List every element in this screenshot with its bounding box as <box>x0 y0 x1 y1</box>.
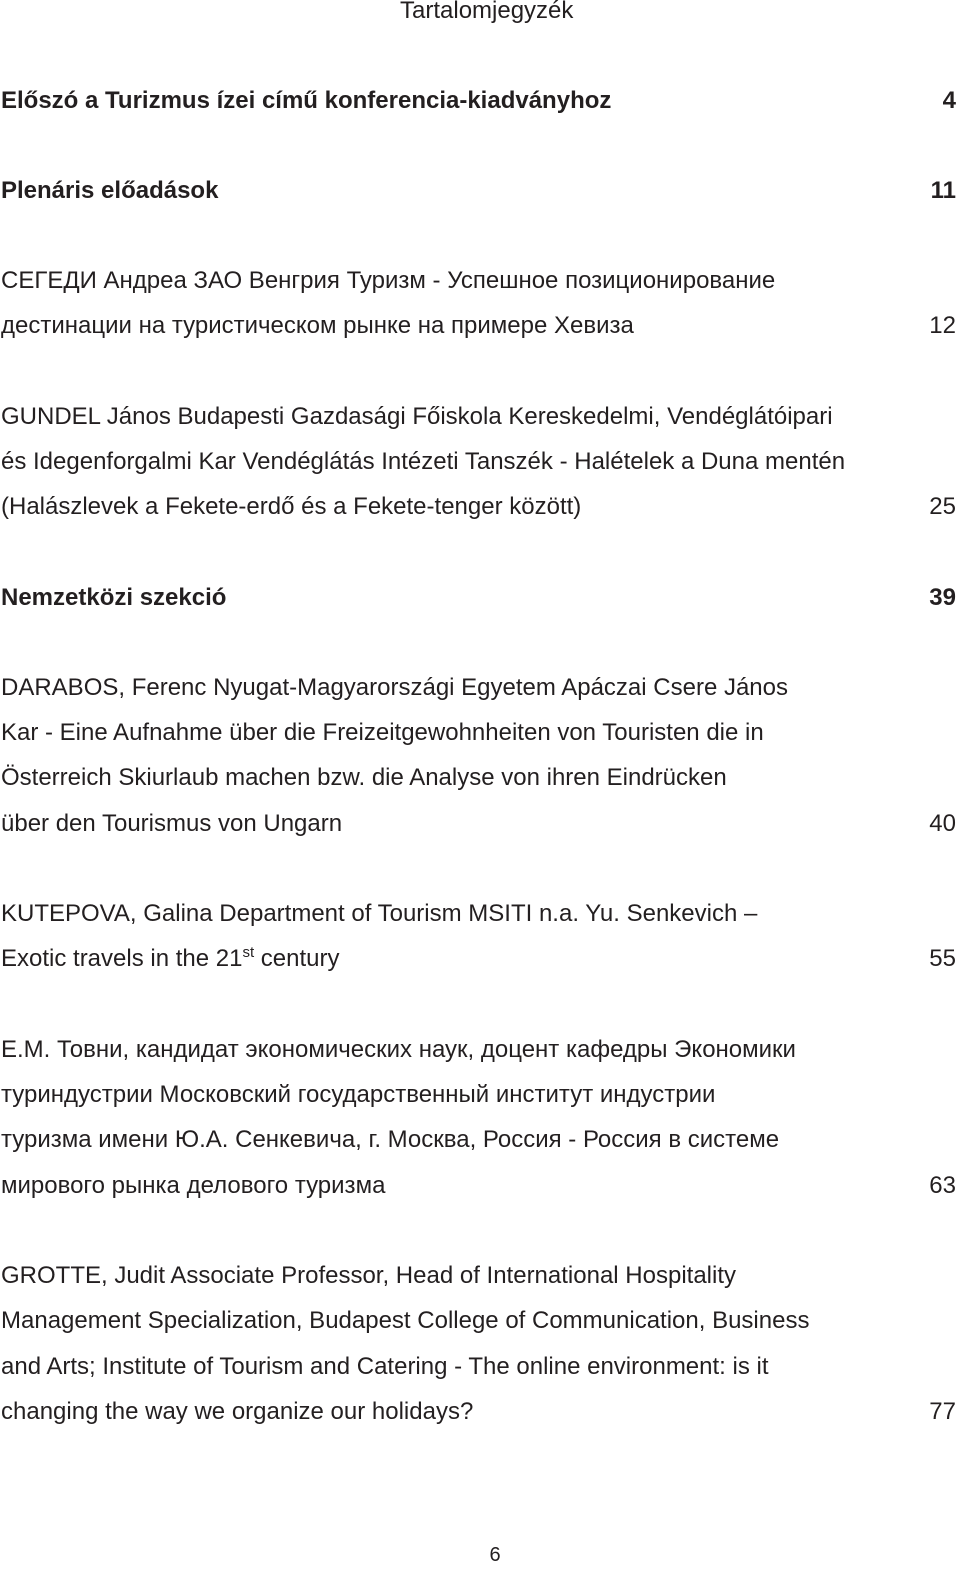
toc-entry-grotte-line-1: GROTTE, Judit Associate Professor, Head of International Hospitality <box>1 1262 736 1289</box>
toc-entry-grotte-line-4: changing the way we organize our holidays? <box>1 1398 474 1425</box>
toc-entry-international-title: Nemzetközi szekció <box>1 584 227 611</box>
toc-entry-kutepova-line-2 <box>1 944 340 974</box>
toc-entry-gundel-page: 25 <box>929 493 956 520</box>
toc-entry-kutepova-line-1: KUTEPOVA, Galina Department of Tourism MSITI n.a. Yu. Senkevich – <box>1 900 758 927</box>
toc-entry-tovni-page: 63 <box>929 1172 956 1199</box>
toc-entry-darabos-line-4: über den Tourismus von Ungarn <box>1 810 343 837</box>
toc-entry-szegedi-line-1: СЕГЕДИ Андреа ЗАО Венгрия Туризм - Успешное позиционирование <box>1 267 776 294</box>
toc-entry-darabos-line-1: DARABOS, Ferenc Nyugat-Magyarországi Egyetem Apáczai Csere János <box>1 674 788 701</box>
toc-entry-kutepova-page: 55 <box>929 945 956 972</box>
toc-entry-gundel-line-1: GUNDEL János Budapesti Gazdasági Főiskola Kereskedelmi, Vendéglátóipari <box>1 403 833 430</box>
toc-entry-szegedi-line-2: дестинации на туристическом рынке на примере Хевиза <box>1 312 634 339</box>
toc-entry-grotte-page: 77 <box>929 1398 956 1425</box>
toc-entry-plenary-page: 11 <box>930 177 956 204</box>
footer-page-number: 6 <box>489 1544 501 1566</box>
toc-entry-darabos-line-2: Kar - Eine Aufnahme über die Freizeitgewohnheiten von Touristen die in <box>1 719 764 746</box>
toc-entry-darabos-line-3: Österreich Skiurlaub machen bzw. die Analyse von ihren Eindrücken <box>1 764 727 791</box>
toc-entry-preface-title: Előszó a Turizmus ízei című konferencia-kiadványhoz <box>1 87 612 114</box>
toc-entry-kutepova-line-2-end: century <box>254 945 340 972</box>
toc-entry-grotte-line-3: and Arts; Institute of Tourism and Catering - The online environment: is it <box>1 1353 769 1380</box>
toc-entry-gundel-line-2: és Idegenforgalmi Kar Vendéglátás Intézeti Tanszék - Halételek a Duna mentén <box>1 448 846 475</box>
toc-title: Tartalomjegyzék <box>400 0 574 24</box>
toc-entry-tovni-line-2: туриндустрии Московский государственный институт индустрии <box>1 1081 716 1108</box>
toc-entry-tovni-line-4: мирового рынка делового туризма <box>1 1172 386 1199</box>
toc-entry-international-page: 39 <box>929 584 956 611</box>
toc-entry-grotte-line-2: Management Specialization, Budapest College of Communication, Business <box>1 1307 810 1334</box>
toc-entry-tovni-line-3: туризма имени Ю.А. Сенкевича, г. Москва, Россия - Россия в системе <box>1 1126 780 1153</box>
toc-entry-darabos-page: 40 <box>929 810 956 837</box>
toc-entry-tovni-line-1: E.M. Товни, кандидат экономических наук, доцент кафедры Экономики <box>1 1036 796 1063</box>
toc-entry-plenary-title: Plenáris előadások <box>1 177 219 204</box>
ordinal-suffix: st <box>242 944 255 961</box>
toc-entry-kutepova-line-2-text: Exotic travels in the 21 <box>1 945 243 972</box>
toc-entry-szegedi-page: 12 <box>929 312 956 339</box>
toc-entry-gundel-line-3: (Halászlevek a Fekete-erdő és a Fekete-tenger között) <box>1 493 582 520</box>
toc-entry-preface-page: 4 <box>942 87 956 114</box>
